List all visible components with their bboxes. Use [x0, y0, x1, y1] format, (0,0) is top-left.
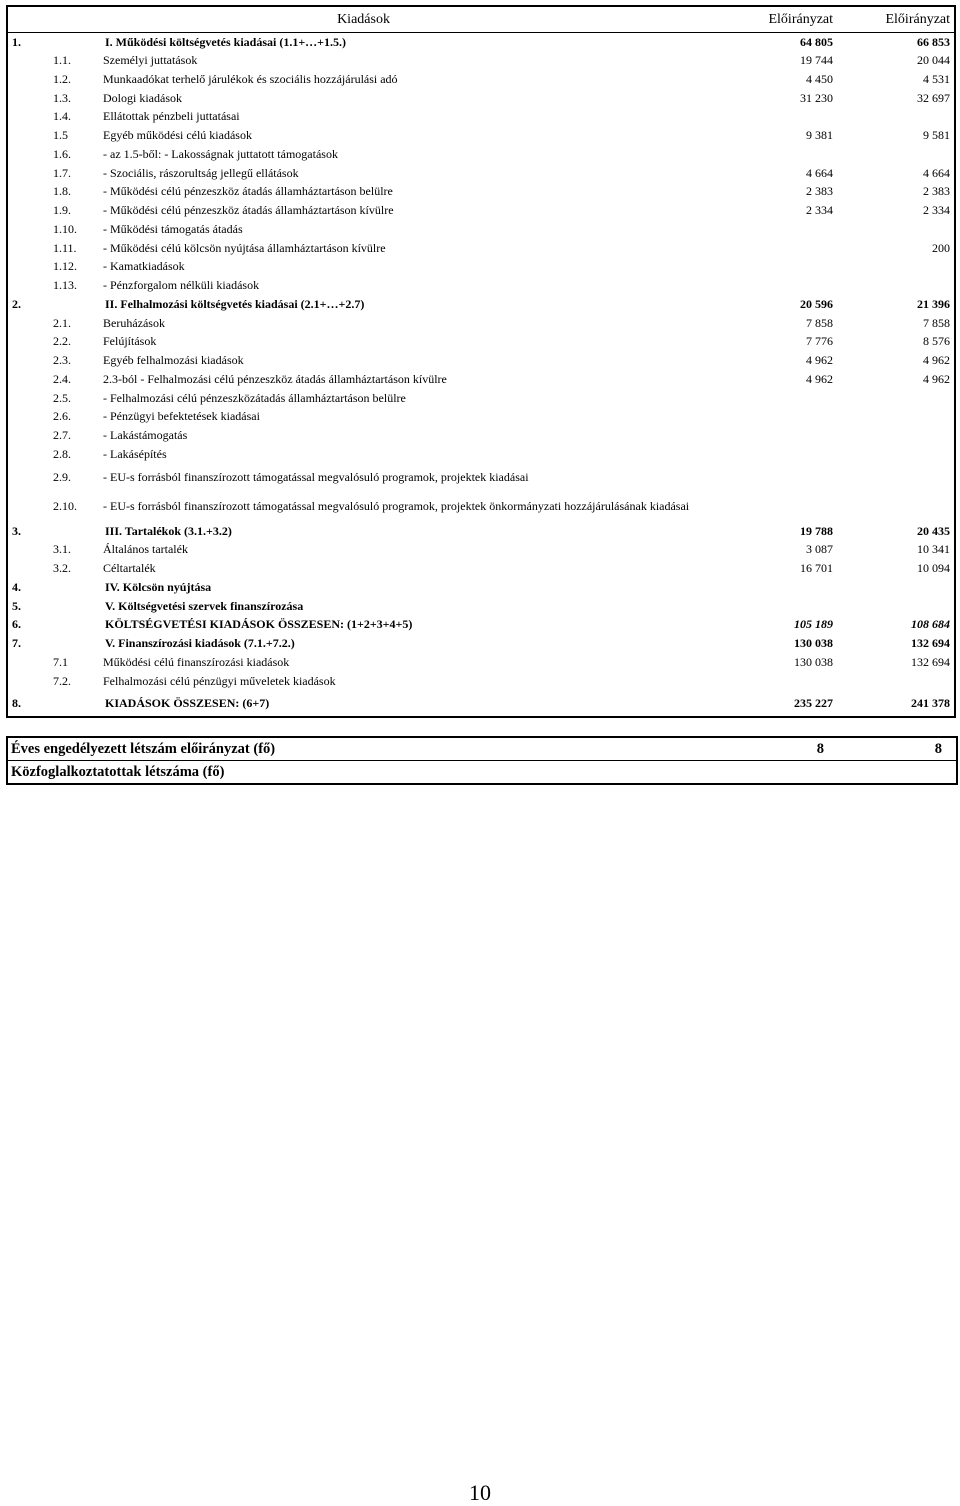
table-row: [7, 239, 955, 258]
row-number-spacer: [7, 370, 49, 389]
row-value1: 130 038: [794, 654, 834, 669]
row-value1: 105 189: [794, 617, 834, 632]
table-row: [7, 51, 955, 70]
row-value2: 8 576: [923, 334, 951, 349]
row-value1: [719, 672, 837, 691]
row-value2: [837, 445, 955, 464]
table-row: [7, 145, 955, 164]
row-number-spacer: [7, 491, 49, 522]
header-col1: Előirányzat: [719, 6, 837, 33]
row-value2: 10 094: [917, 561, 951, 576]
row-number: 1.12.: [53, 259, 77, 274]
row-number: 1.13.: [53, 278, 77, 293]
row-value2: 4 962: [923, 371, 951, 386]
header-col2: Előirányzat: [837, 6, 955, 33]
row-number: 2.9.: [53, 469, 71, 484]
table-row: [7, 333, 955, 352]
row-number-spacer: [7, 464, 49, 491]
table-row: [7, 389, 955, 408]
row-label: III. Tartalékok (3.1.+3.2): [105, 523, 232, 538]
row-number: 1.1.: [53, 53, 71, 68]
row-value2: 10 341: [917, 542, 951, 557]
row-label: - Felhalmozási célú pénzeszközátadás államháztartáson belülre: [103, 390, 406, 405]
row-label: Általános tartalék: [103, 542, 188, 557]
row-label: Működési célú finanszírozási kiadások: [103, 654, 290, 669]
row-number: 1.11.: [53, 240, 77, 255]
row-number: 2.2.: [53, 334, 71, 349]
staff-label: Közfoglalkoztatottak létszáma (fő): [11, 763, 225, 780]
row-value2: [837, 389, 955, 408]
table-row: [7, 597, 955, 616]
table-row: [7, 634, 955, 653]
row-label: - az 1.5-ből: - Lakosságnak juttatott támogatások: [103, 146, 338, 161]
row-number: 6.: [12, 617, 21, 632]
row-number-spacer: [7, 408, 49, 427]
row-label: - Működési támogatás átadás: [103, 221, 243, 236]
row-value2: 108 684: [911, 617, 951, 632]
row-number-spacer: [7, 145, 49, 164]
row-value1: [719, 426, 837, 445]
row-value1: [719, 464, 837, 491]
row-number: 1.7.: [53, 165, 71, 180]
row-value1: [719, 258, 837, 277]
table-row: [7, 578, 955, 597]
row-number: 1.: [12, 34, 21, 49]
table-row: [7, 559, 955, 578]
staff-value1: 8: [719, 737, 838, 761]
row-number-spacer: [7, 314, 49, 333]
staff-table: [6, 736, 958, 785]
row-value2: 7 858: [923, 315, 951, 330]
row-label: IV. Kölcsön nyújtása: [105, 579, 212, 594]
row-number: 2.7.: [53, 428, 71, 443]
staff-row: [7, 737, 957, 761]
table-row: [7, 522, 955, 541]
row-number-spacer: [7, 183, 49, 202]
row-value1: [719, 145, 837, 164]
page-number: 10: [469, 1480, 491, 1505]
row-label: - EU-s forrásból finanszírozott támogatással megvalósuló programok, projektek önkormányzati hozzájárulásának kiadásai: [103, 498, 690, 513]
row-label: Céltartalék: [103, 561, 156, 576]
row-label: - Működési célú kölcsön nyújtása államháztartáson kívülre: [103, 240, 386, 255]
table-row: [7, 108, 955, 127]
row-value1: 20 596: [800, 296, 834, 311]
row-value1: 4 962: [806, 371, 834, 386]
row-value2: 9 581: [923, 128, 951, 143]
row-value1: 2 383: [806, 184, 834, 199]
table-row: [7, 220, 955, 239]
row-value2: [837, 578, 955, 597]
row-value1: 4 664: [806, 165, 834, 180]
row-value2: [837, 108, 955, 127]
row-label: V. Finanszírozási kiadások (7.1.+7.2.): [105, 636, 295, 651]
row-value2: [837, 145, 955, 164]
row-number-spacer: [7, 258, 49, 277]
row-label: - Pénzügyi befektetések kiadásai: [103, 409, 260, 424]
row-label: - EU-s forrásból finanszírozott támogatással megvalósuló programok, projektek kiadásai: [103, 469, 529, 484]
row-value1: 9 381: [806, 128, 834, 143]
row-value2: 2 383: [923, 184, 951, 199]
row-value2: 20 435: [917, 523, 951, 538]
row-value1: 130 038: [794, 636, 834, 651]
row-number: 5.: [12, 598, 21, 613]
table-row: [7, 164, 955, 183]
row-label: - Pénzforgalom nélküli kiadások: [103, 278, 260, 293]
row-value1: [719, 597, 837, 616]
row-label: II. Felhalmozási költségvetés kiadásai (2.1+…+2.7): [105, 296, 365, 311]
row-number-spacer: [7, 239, 49, 258]
row-number: 1.2.: [53, 71, 71, 86]
table-row: [7, 351, 955, 370]
staff-row: [7, 761, 957, 785]
staff-label: Éves engedélyezett létszám előirányzat (fő): [7, 737, 719, 761]
row-value1: [719, 220, 837, 239]
row-number: 2.8.: [53, 446, 71, 461]
row-label: Dologi kiadások: [103, 90, 182, 105]
header-title: Kiadások: [7, 6, 719, 33]
expenditure-table: [6, 5, 956, 718]
row-number: 1.8.: [53, 184, 71, 199]
table-row: [7, 276, 955, 295]
row-value2: 32 697: [917, 90, 951, 105]
row-value1: [719, 108, 837, 127]
row-value2: [837, 464, 955, 491]
row-value1: 7 776: [806, 334, 834, 349]
row-number: 7.1: [53, 654, 68, 669]
row-value2: [837, 408, 955, 427]
row-value1: 2 334: [806, 203, 834, 218]
row-value2: [837, 597, 955, 616]
table-row: [7, 541, 955, 560]
row-number: 2.4.: [53, 371, 71, 386]
table-row: [7, 691, 955, 717]
row-number-spacer: [7, 389, 49, 408]
row-label: - Lakásépítés: [103, 446, 167, 461]
row-number: 1.5: [53, 128, 68, 143]
row-value1: 7 858: [806, 315, 834, 330]
row-number-spacer: [7, 51, 49, 70]
row-number-spacer: [7, 126, 49, 145]
row-value1: [719, 491, 837, 522]
row-label: Felhalmozási célú pénzügyi műveletek kiadások: [103, 673, 336, 688]
row-number-spacer: [7, 445, 49, 464]
row-number-spacer: [7, 220, 49, 239]
row-value2: [837, 672, 955, 691]
row-value1: [719, 239, 837, 258]
row-label: - Szociális, rászorultság jellegű ellátások: [103, 165, 299, 180]
row-number-spacer: [7, 333, 49, 352]
table-row: [7, 370, 955, 389]
row-number: 1.10.: [53, 221, 77, 236]
row-value1: 19 744: [800, 53, 834, 68]
row-value2: 20 044: [917, 53, 951, 68]
row-label: - Kamatkiadások: [103, 259, 185, 274]
row-value1: [719, 389, 837, 408]
table-row: [7, 464, 955, 491]
row-value2: [837, 258, 955, 277]
table-header-row: [7, 6, 955, 33]
row-label: KÖLTSÉGVETÉSI KIADÁSOK ÖSSZESEN: (1+2+3+4+5): [105, 617, 413, 632]
row-value1: 3 087: [806, 542, 834, 557]
row-number-spacer: [7, 541, 49, 560]
table-row: [7, 616, 955, 635]
row-number: 7.2.: [53, 673, 71, 688]
row-number: 2.3.: [53, 353, 71, 368]
row-number: 3.2.: [53, 561, 71, 576]
row-number: 2.10.: [53, 498, 77, 513]
row-value2: 4 962: [923, 353, 951, 368]
row-label: 2.3-ból - Felhalmozási célú pénzeszköz átadás államháztartáson kívülre: [103, 371, 447, 386]
row-value1: [719, 578, 837, 597]
staff-value1: [719, 761, 838, 785]
table-row: [7, 314, 955, 333]
row-value2: 132 694: [911, 636, 951, 651]
row-label: V. Költségvetési szervek finanszírozása: [105, 598, 304, 613]
row-value1: [719, 445, 837, 464]
row-value1: 235 227: [794, 695, 834, 710]
table-row: [7, 445, 955, 464]
row-label: Egyéb működési célú kiadások: [103, 128, 252, 143]
row-number: 8.: [12, 695, 21, 710]
table-row: [7, 672, 955, 691]
table-row: [7, 201, 955, 220]
row-value2: 200: [932, 240, 951, 255]
row-number-spacer: [7, 201, 49, 220]
row-number-spacer: [7, 426, 49, 445]
table-row: [7, 33, 955, 52]
row-value1: 19 788: [800, 523, 834, 538]
row-label: Ellátottak pénzbeli juttatásai: [103, 109, 240, 124]
row-number-spacer: [7, 672, 49, 691]
row-label: Felújítások: [103, 334, 157, 349]
table-row: [7, 295, 955, 314]
row-value1: 31 230: [800, 90, 834, 105]
row-number: 7.: [12, 636, 21, 651]
row-value1: 16 701: [800, 561, 834, 576]
row-number: 2.: [12, 296, 21, 311]
row-number-spacer: [7, 108, 49, 127]
row-value1: 4 450: [806, 71, 834, 86]
row-value2: [837, 426, 955, 445]
row-value2: [837, 220, 955, 239]
table-row: [7, 258, 955, 277]
table-row: [7, 426, 955, 445]
row-number: 1.9.: [53, 203, 71, 218]
table-row: [7, 653, 955, 672]
row-number-spacer: [7, 351, 49, 370]
row-label: - Lakástámogatás: [103, 428, 188, 443]
row-number-spacer: [7, 164, 49, 183]
row-value2: 4 664: [923, 165, 951, 180]
row-number-spacer: [7, 653, 49, 672]
table-row: [7, 89, 955, 108]
row-number: 2.5.: [53, 390, 71, 405]
row-value2: 132 694: [911, 654, 951, 669]
row-number: 3.1.: [53, 542, 71, 557]
row-number-spacer: [7, 276, 49, 295]
row-number: 4.: [12, 579, 21, 594]
row-value2: 2 334: [923, 203, 951, 218]
row-value1: [719, 276, 837, 295]
table-row: [7, 408, 955, 427]
row-number: 2.6.: [53, 409, 71, 424]
row-label: Személyi juttatások: [103, 53, 198, 68]
row-label: Egyéb felhalmozási kiadások: [103, 353, 244, 368]
row-label: - Működési célú pénzeszköz átadás államháztartáson kívülre: [103, 203, 394, 218]
table-row: [7, 70, 955, 89]
row-label: - Működési célú pénzeszköz átadás államháztartáson belülre: [103, 184, 393, 199]
staff-value2: 8: [838, 737, 957, 761]
row-number: 1.4.: [53, 109, 71, 124]
staff-value2: [838, 761, 957, 785]
row-value1: 64 805: [800, 34, 834, 49]
table-body: [7, 33, 955, 717]
row-value2: 21 396: [917, 296, 951, 311]
row-number: 3.: [12, 523, 21, 538]
row-number: 1.6.: [53, 146, 71, 161]
table-row: [7, 183, 955, 202]
row-number-spacer: [7, 559, 49, 578]
row-label: Beruházások: [103, 315, 165, 330]
row-label: Munkaadókat terhelő járulékok és szociális hozzájárulási adó: [103, 71, 398, 86]
row-value1: [719, 408, 837, 427]
row-value2: 241 378: [911, 695, 951, 710]
row-value2: [837, 491, 955, 522]
row-number: 1.3.: [53, 90, 71, 105]
table-row: [7, 491, 955, 522]
row-label: I. Működési költségvetés kiadásai (1.1+…+1.5.): [105, 34, 347, 49]
row-value1: 4 962: [806, 353, 834, 368]
row-number: 2.1.: [53, 315, 71, 330]
row-value2: [837, 276, 955, 295]
table-row: [7, 126, 955, 145]
row-number-spacer: [7, 89, 49, 108]
row-value2: 66 853: [917, 34, 951, 49]
row-value2: 4 531: [923, 71, 951, 86]
row-label: KIADÁSOK ÖSSZESEN: (6+7): [105, 695, 270, 710]
row-number-spacer: [7, 70, 49, 89]
